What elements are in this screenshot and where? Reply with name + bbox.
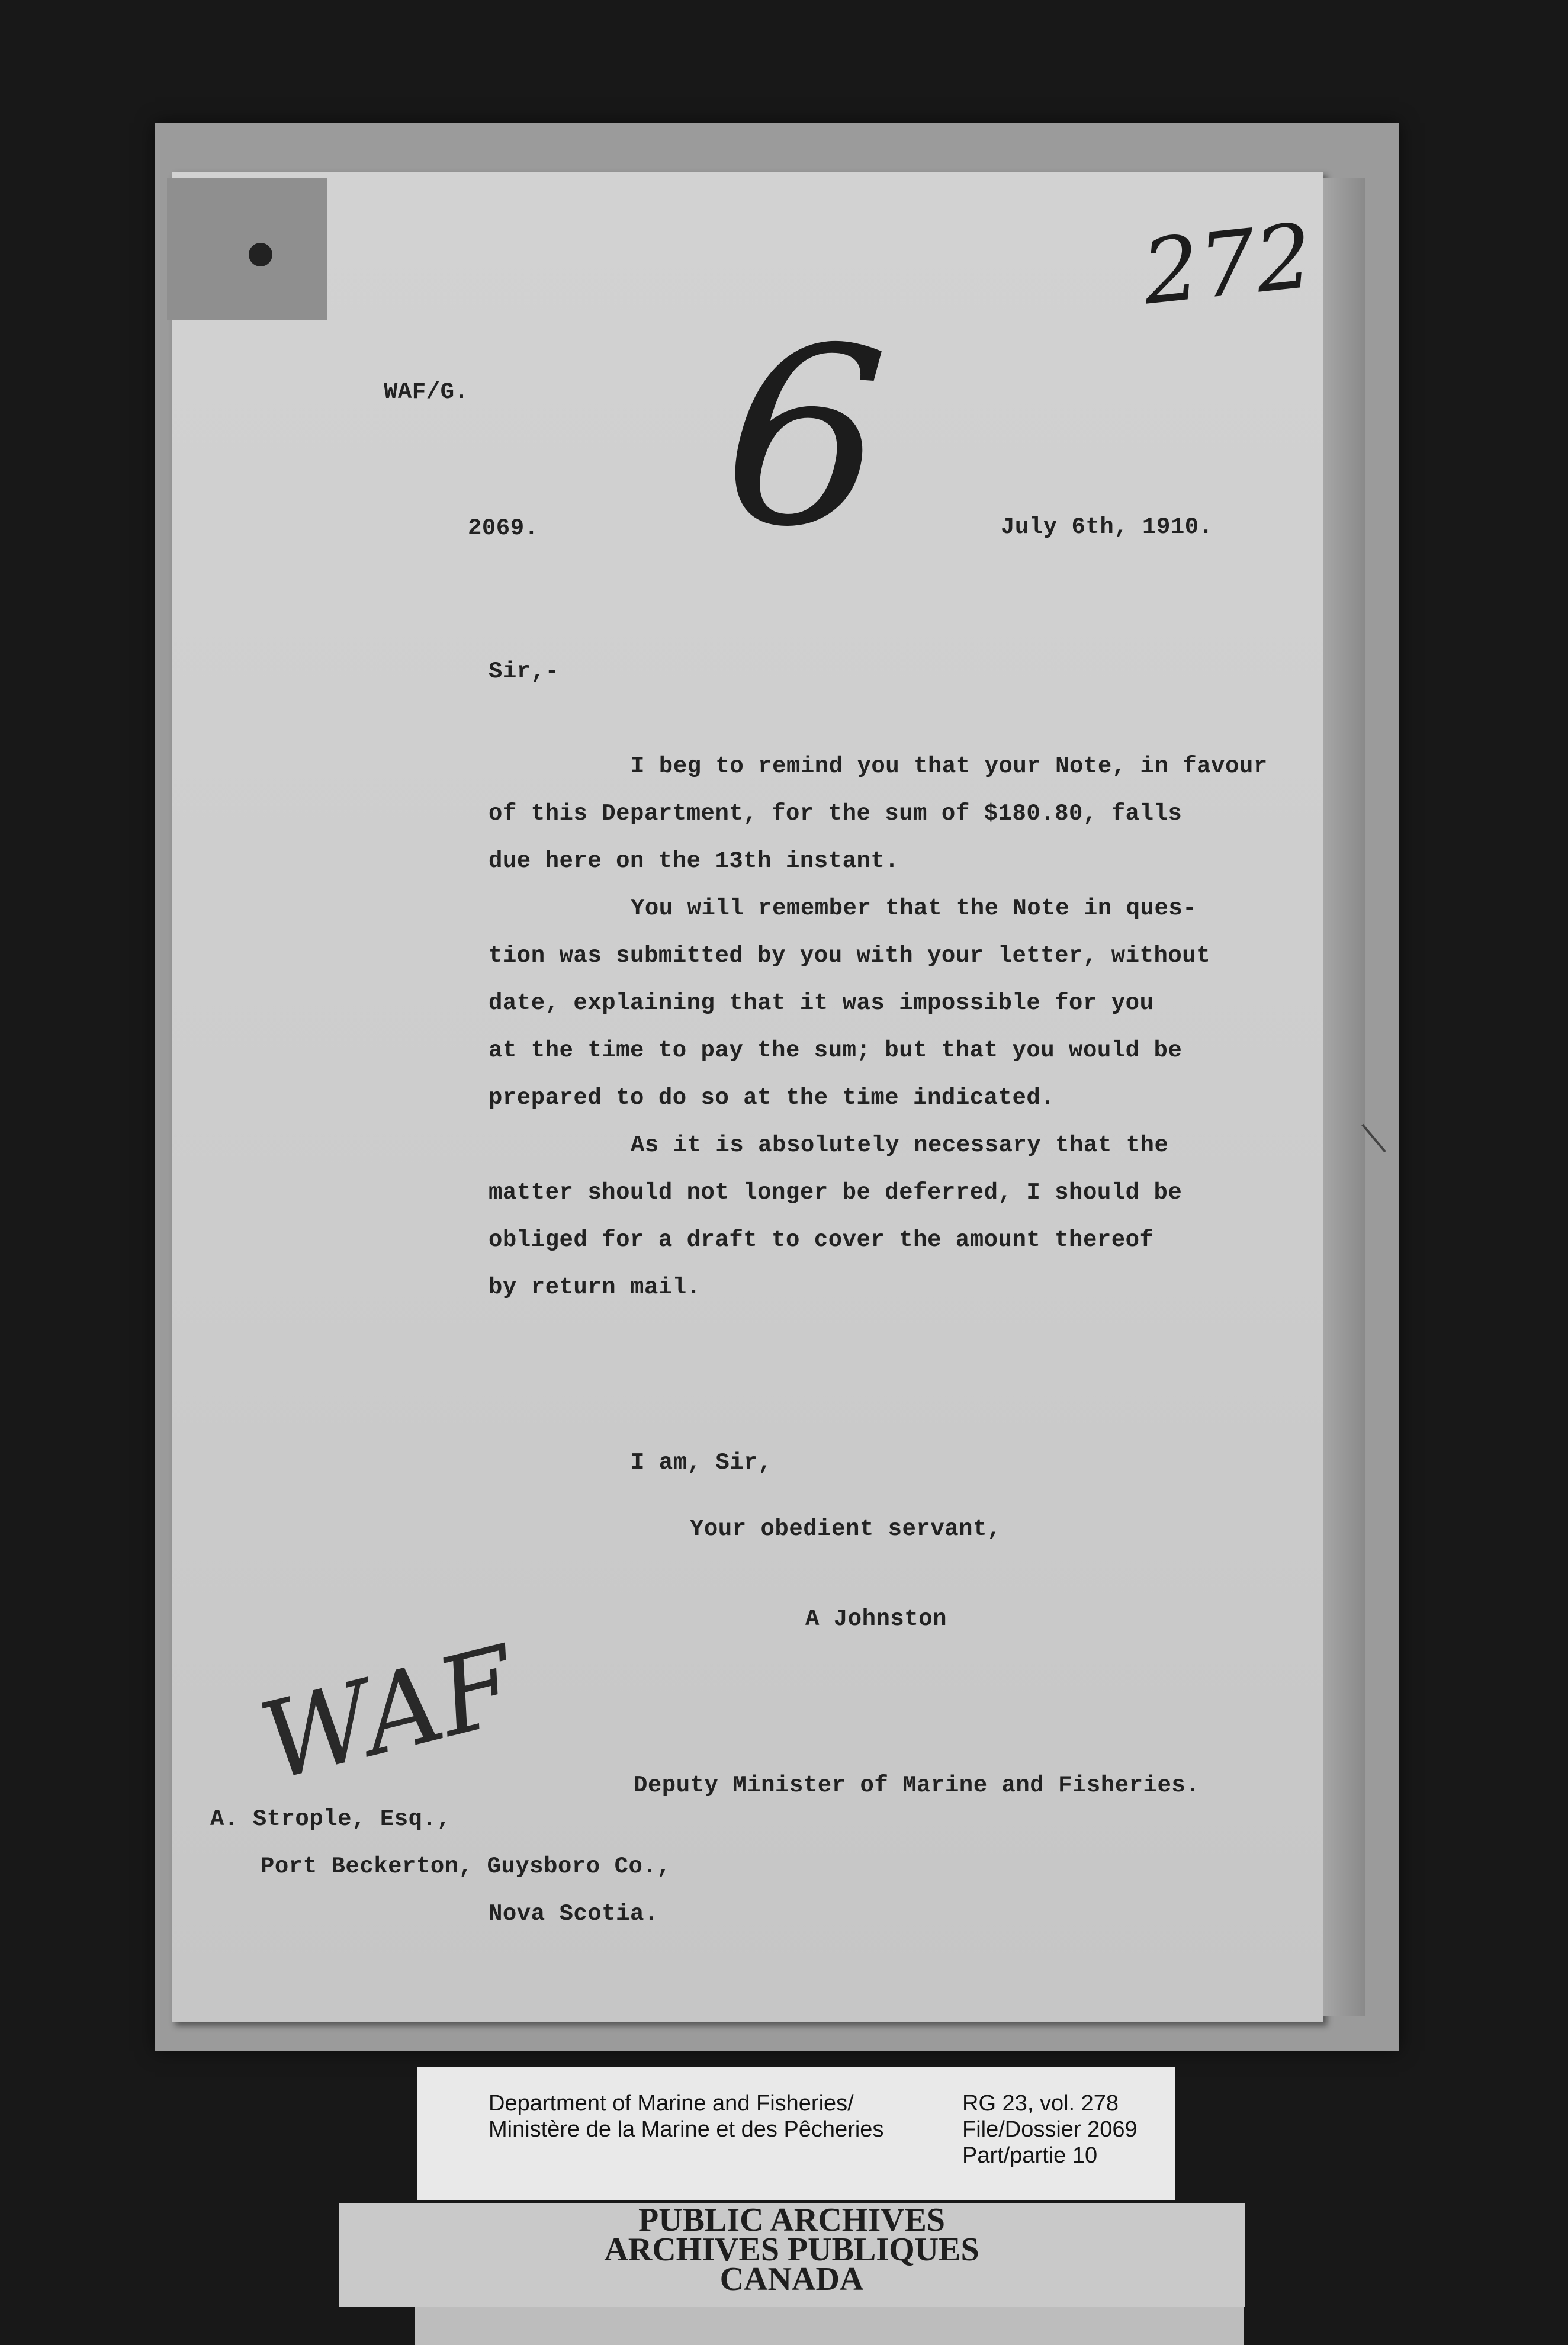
addressee-line: Port Beckerton, Guysboro Co., — [261, 1853, 671, 1880]
archive-file: File/Dossier 2069 — [962, 2117, 1138, 2142]
closing: Your obedient servant, — [690, 1516, 1001, 1542]
body-line: due here on the 13th instant. — [489, 848, 899, 874]
file-number: 2069. — [468, 515, 539, 541]
body-line: by return mail. — [489, 1274, 701, 1300]
archive-stamp-line: ARCHIVES PUBLIQUES — [604, 2231, 979, 2268]
handwritten-numeral: 6 — [715, 288, 894, 588]
letter-date: July 6th, 1910. — [1001, 514, 1213, 540]
body-line: I beg to remind you that your Note, in favour — [631, 753, 1268, 779]
archive-stamp-line: CANADA — [719, 2261, 864, 2298]
corner-tab — [167, 178, 327, 320]
addressee-line: Nova Scotia. — [489, 1901, 658, 1927]
body-line: tion was submitted by you with your letter, without — [489, 943, 1211, 969]
body-line: obliged for a draft to cover the amount thereof — [489, 1227, 1154, 1253]
archive-part: Part/partie 10 — [962, 2143, 1098, 2168]
folio-number: 272 — [1138, 204, 1318, 325]
body-line: matter should not longer be deferred, I should be — [489, 1180, 1183, 1206]
archive-dept-fr: Ministère de la Marine et des Pêcheries — [489, 2117, 884, 2142]
body-line: of this Department, for the sum of $180.80, falls — [489, 801, 1183, 827]
punch-hole — [249, 243, 272, 266]
body-line: date, explaining that it was impossible for you — [489, 990, 1154, 1016]
archive-stamp-band-lower — [415, 2307, 1244, 2345]
handwritten-initials: WAF — [249, 1623, 527, 1806]
body-line: prepared to do so at the time indicated. — [489, 1085, 1055, 1111]
page-edge — [1323, 178, 1365, 2016]
salutation: Sir,- — [489, 658, 560, 685]
signatory-name: A Johnston — [805, 1606, 947, 1632]
body-line: at the time to pay the sum; but that you would be — [489, 1037, 1183, 1064]
addressee-name: A. Strople, Esq., — [210, 1806, 451, 1832]
archive-dept-en: Department of Marine and Fisheries/ — [489, 2091, 854, 2116]
closing: I am, Sir, — [631, 1450, 773, 1476]
body-line: As it is absolutely necessary that the — [631, 1132, 1169, 1158]
archive-stamp-line: PUBLIC ARCHIVES — [638, 2202, 946, 2238]
archive-rg: RG 23, vol. 278 — [962, 2091, 1119, 2116]
reference-code: WAF/G. — [384, 379, 469, 405]
body-line: You will remember that the Note in ques- — [631, 895, 1197, 921]
signatory-title: Deputy Minister of Marine and Fisheries. — [634, 1772, 1200, 1798]
